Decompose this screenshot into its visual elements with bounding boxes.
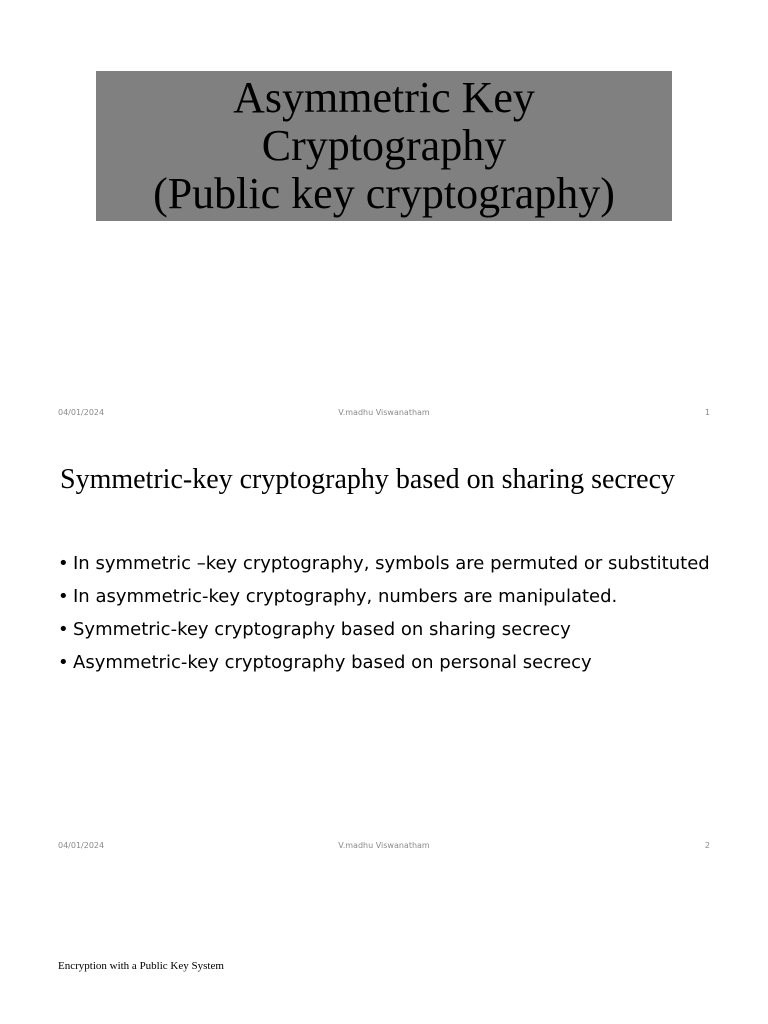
- title-line-2: Cryptography: [261, 121, 507, 170]
- bullet-item: [58, 580, 710, 613]
- bullet-text: In symmetric –key cryptography, symbols are permuted or substituted: [73, 553, 710, 574]
- footer-author: V.madhu Viswanatham: [338, 841, 430, 850]
- bullet-dot-icon: •: [58, 553, 69, 574]
- bullet-dot-icon: •: [58, 619, 69, 640]
- slide-heading: Symmetric-key cryptography based on sharing secrecy: [60, 464, 676, 495]
- footer-date: 04/01/2024: [58, 841, 105, 850]
- footer-page-number: 1: [704, 408, 710, 417]
- slide-2: [0, 432, 768, 864]
- slide-caption: Encryption with a Public Key System: [58, 960, 224, 972]
- title-box: [96, 71, 672, 221]
- bullet-list: [58, 547, 710, 679]
- title-line-3: (Public key cryptography): [153, 169, 615, 218]
- bullet-item: [58, 547, 710, 580]
- footer-author: V.madhu Viswanatham: [338, 408, 430, 417]
- bullet-dot-icon: •: [58, 652, 69, 673]
- slide-1: [0, 0, 768, 432]
- footer-page-number: 2: [704, 841, 710, 850]
- bullet-item: [58, 613, 710, 646]
- title-line-1: Asymmetric Key: [233, 73, 535, 122]
- footer-date: 04/01/2024: [58, 408, 105, 417]
- bullet-text: Asymmetric-key cryptography based on personal secrecy: [73, 652, 592, 673]
- bullet-text: Symmetric-key cryptography based on sharing secrecy: [73, 619, 571, 640]
- slide-3: [0, 864, 768, 1024]
- bullet-dot-icon: •: [58, 586, 69, 607]
- bullet-item: [58, 646, 710, 679]
- bullet-text: In asymmetric-key cryptography, numbers are manipulated.: [73, 586, 618, 607]
